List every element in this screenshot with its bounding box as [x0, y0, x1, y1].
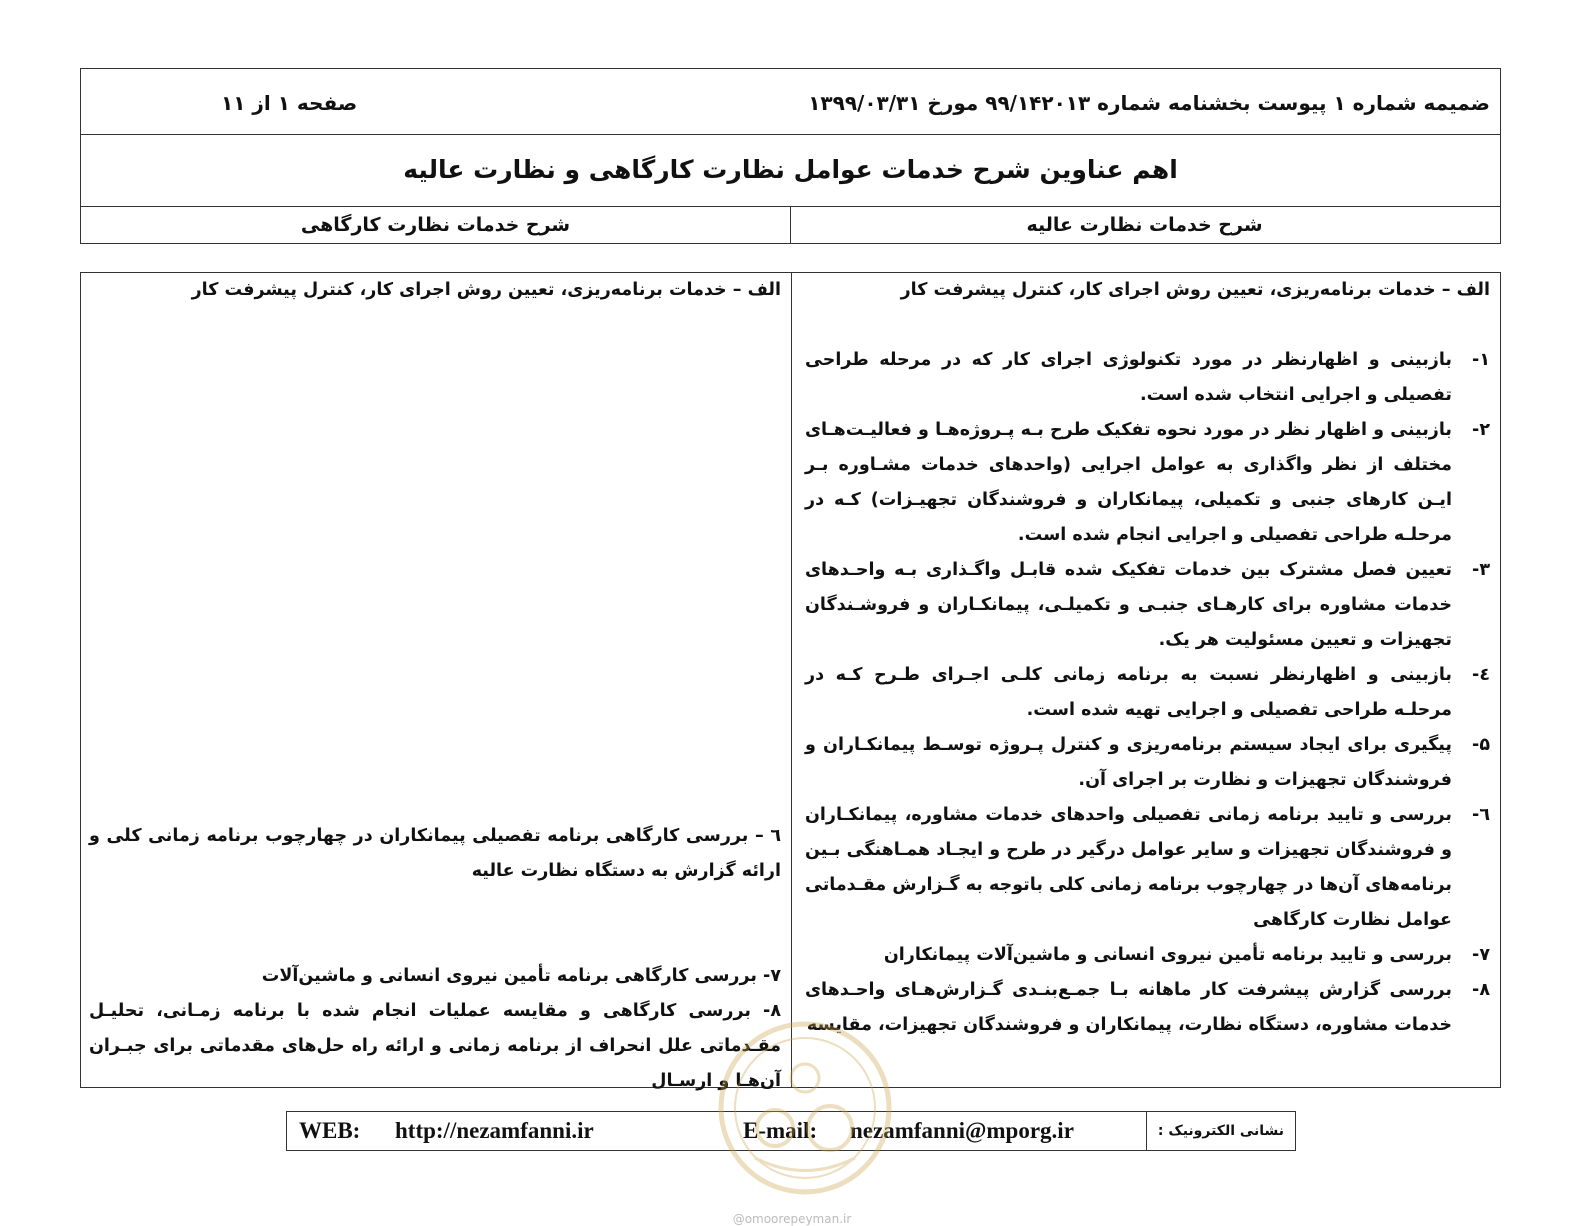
web-link[interactable]: http://nezamfanni.ir	[395, 1118, 594, 1143]
email-label: E-mail:	[743, 1118, 818, 1143]
page-title: اهم عناوین شرح خدمات عوامل نظارت کارگاهی و نظارت عالیه	[403, 155, 1178, 184]
item-text: پیگیری برای ایجاد سیستم برنامه‌ریزی و کنترل پـروژه توسـط پیمانکـاران و فروشندگان تجهیزات و نظارت بر اجرای آن.	[805, 735, 1452, 790]
item-text: بازبینی و اظهار نظر در مورد نحوه تفکیک طرح بـه پـروژه‌هـا و فعالیـت‌هـای مختلف از نظر واگذاری به عوامل اجرایی (واحدهای خدمات مشـاوره بـر ایـن کارهای جنبی و تکمیلی، پیمانکاران و فروشندگان تجهیـزات) کـه در مرحلـه طراحی تفصیلی و اجرایی انجام شده است.	[805, 420, 1452, 545]
header-ref-row	[80, 68, 1501, 134]
item-text: بررسی گزارش پیشرفت کار ماهانه بـا جمـع‌بنـدی گـزارش‌هـای واحـدهای خدمات مشاوره، دستگاه نظارت، پیمانکاران و فروشندگان تجهیزات، مقایسه	[805, 980, 1452, 1035]
list-item	[805, 938, 1490, 973]
list-item: ۸- بررسی کارگاهی و مقایسه عملیات انجام شده با برنامه زمـانی، تحلیـل مقـدماتی علل انحراف از برنامه زمانی و ارائه راه حل‌های مقدماتی برای جبـران آن‌هـا و ارسـال	[89, 1001, 781, 1091]
list-item	[805, 728, 1490, 798]
page-number: صفحه ۱ از ۱۱	[221, 91, 358, 115]
list-item: ٦ – بررسی کارگاهی برنامه تفصیلی پیمانکاران در چهارچوب برنامه زمانی کلی و ارائه گزارش به دستگاه نظارت عالیه	[89, 826, 781, 881]
electronic-address-label: نشانی الکترونیک :	[1146, 1112, 1295, 1150]
item-number: ٤-	[1472, 665, 1490, 685]
item-number: ۲-	[1472, 420, 1490, 440]
high-supervision-column	[805, 273, 1490, 1043]
service-list	[805, 343, 1490, 1043]
email-link[interactable]: nezamfanni@mporg.ir	[850, 1118, 1074, 1143]
item-text: بررسی و تایید برنامه زمانی تفصیلی واحدهای خدمات مشاوره، پیمانکـاران و فروشندگان تجهیزات و سایر عوامل درگیر در طرح و ایجـاد همـاهنگی بـین برنامه‌های آن‌ها در چهارچوب برنامه زمانی کلی باتوجه به گـزارش مقـدماتی عوامل نظارت کارگاهی	[805, 805, 1452, 930]
section-heading: الف – خدمات برنامه‌ریزی، تعیین روش اجرای کار، کنترل پیشرفت کار	[900, 280, 1490, 300]
document-reference: ضمیمه شماره ۱ پیوست بخشنامه شماره ۹۹/۱۴۲۰۱۳ مورخ ۱۳۹۹/۰۳/۳۱	[808, 91, 1490, 115]
item-text: تعیین فصل مشترک بین خدمات تفکیک شده قابـل واگـذاری بـه واحـدهای خدمات مشاوره برای کارهـای جنبـی و تکمیلـی، پیمانکـاران و فروشـندگان تجهیزات و تعیین مسئولیت هر یک.	[805, 560, 1452, 650]
item-text: بررسی و تایید برنامه تأمین نیروی انسانی و ماشین‌آلات پیمانکاران	[883, 945, 1452, 965]
list-item	[805, 413, 1490, 553]
column-header-high-supervision: شرح خدمات نظارت عالیه	[1026, 214, 1263, 236]
item-number: ۷-	[1472, 945, 1490, 965]
column-header-site-supervision: شرح خدمات نظارت کارگاهی	[81, 207, 791, 243]
item-text: بازبینی و اظهارنظر نسبت به برنامه زمانی کلـی اجـرای طـرح کـه در مرحلـه طراحی تفصیلی و اجرایی تهیه شده است.	[805, 665, 1452, 720]
list-item	[805, 973, 1490, 1043]
item-number: ٦-	[1472, 805, 1490, 825]
item-text: بازبینی و اظهارنظر در مورد تکنولوژی اجرای کار که در مرحله طراحی تفصیلی و اجرایی انتخاب شده است.	[805, 350, 1452, 405]
contact-footer	[286, 1111, 1296, 1151]
list-item	[805, 553, 1490, 658]
column-divider	[791, 273, 792, 1087]
watermark-url: @omoorepeyman.ir	[732, 1212, 852, 1226]
item-number: ۵-	[1472, 735, 1490, 755]
list-item	[805, 798, 1490, 938]
item-number: ۸-	[1472, 980, 1490, 1000]
item-number: ۳-	[1472, 560, 1490, 580]
item-number: ۱-	[1472, 350, 1490, 370]
main-table	[80, 272, 1501, 1091]
list-item: ۷- بررسی کارگاهی برنامه تأمین نیروی انسانی و ماشین‌آلات	[261, 966, 781, 986]
web-label: WEB:	[299, 1118, 361, 1143]
site-supervision-column	[89, 273, 781, 1091]
list-item	[805, 343, 1490, 413]
title-row	[80, 134, 1501, 206]
column-headers	[80, 206, 1501, 244]
list-item	[805, 658, 1490, 728]
section-heading: الف – خدمات برنامه‌ریزی، تعیین روش اجرای کار، کنترل پیشرفت کار	[191, 280, 781, 300]
